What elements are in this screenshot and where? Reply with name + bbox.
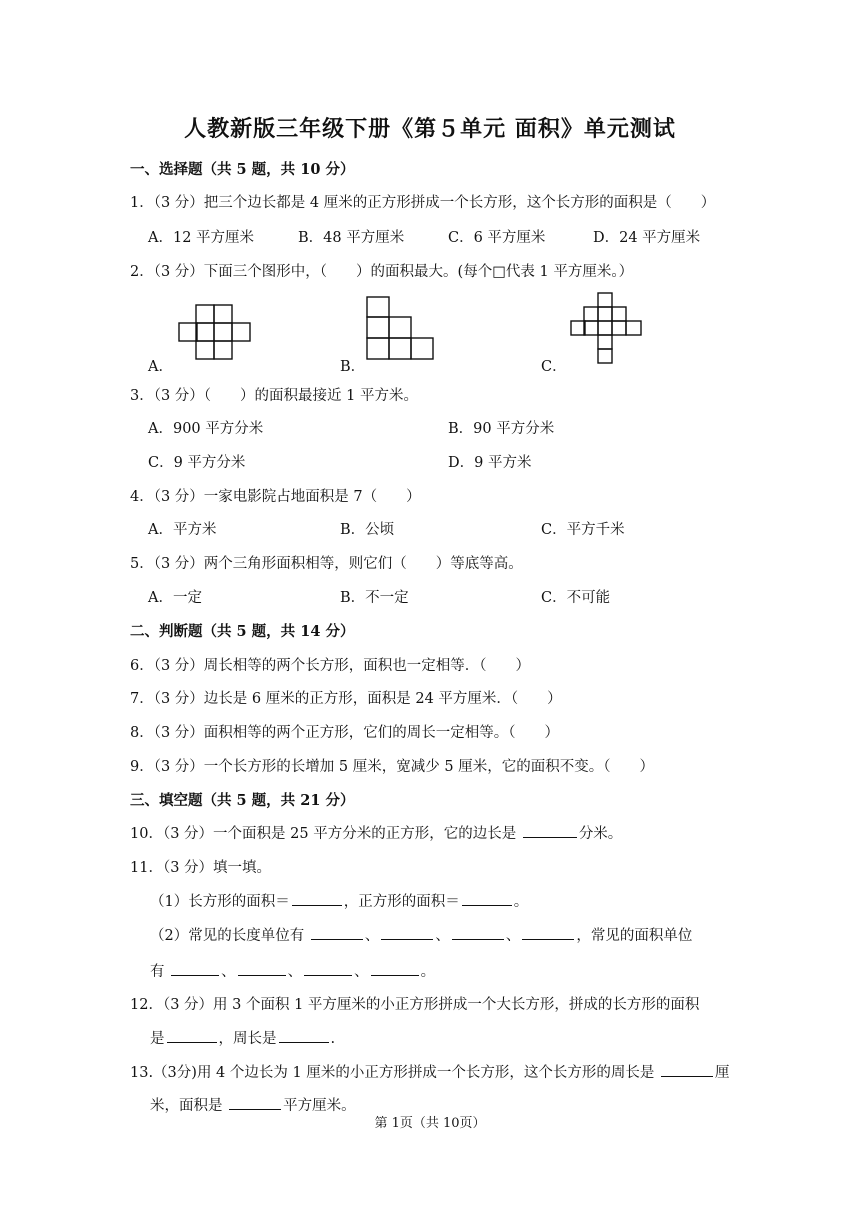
answer-blank[interactable] <box>238 961 286 976</box>
answer-blank[interactable] <box>171 961 219 976</box>
question-11-part-1 <box>150 890 528 911</box>
part-1-text-a: （1）长方形的面积＝ <box>150 894 290 910</box>
question-2-stem: 2．（3 分）下面三个图形中，（ ）的面积最大。(每个□代表 1 平方厘米。） <box>130 264 634 280</box>
page-footer: 第 1页（共 10页） <box>374 1116 486 1131</box>
question-1-option-a: A．12 平方厘米 <box>148 230 255 246</box>
separator: 、 <box>354 964 369 980</box>
question-3-option-d: D．9 平方米 <box>448 455 532 471</box>
question-5-option-a: A．一定 <box>148 590 202 606</box>
question-5-stem: 5．（3 分）两个三角形面积相等，则它们（ ）等底等高。 <box>130 556 523 572</box>
section-heading-judge: 二、判断题（共 5 题，共 14 分） <box>130 623 355 640</box>
question-4-option-b: B．公顷 <box>340 522 395 538</box>
answer-blank[interactable] <box>371 961 419 976</box>
question-2-option-b: B． <box>340 359 366 375</box>
question-12-line-2 <box>150 1027 335 1048</box>
question-2-option-c: C． <box>541 359 567 375</box>
question-9-stem: 9．（3 分）一个长方形的长增加 5 厘米，宽减少 5 厘米，它的面积不变。（ ） <box>130 759 654 775</box>
question-11-stem: 11．（3 分）填一填。 <box>130 860 272 876</box>
answer-blank[interactable] <box>311 925 363 940</box>
separator: 、 <box>505 928 521 944</box>
part-1-text-c: 。 <box>513 894 529 910</box>
answer-blank[interactable] <box>167 1028 217 1043</box>
question-3-option-c: C．9 平方分米 <box>148 455 246 471</box>
answer-blank[interactable] <box>229 1095 281 1110</box>
question-10 <box>130 822 622 843</box>
question-11-part-2 <box>150 924 692 945</box>
question-12-line-1: 12．（3 分）用 3 个面积 1 平方厘米的小正方形拼成一个大长方形，拼成的长方形的面积 <box>130 997 700 1013</box>
question-3-stem: 3．（3 分）（ ）的面积最接近 1 平方米。 <box>130 388 419 404</box>
question-4-option-a: A．平方米 <box>148 522 217 538</box>
answer-blank[interactable] <box>462 891 512 906</box>
answer-blank[interactable] <box>452 925 504 940</box>
answer-blank[interactable] <box>292 891 342 906</box>
q12-text-c: . <box>330 1031 336 1047</box>
answer-blank[interactable] <box>304 961 352 976</box>
answer-blank[interactable] <box>279 1028 329 1043</box>
q12-text-b: ，周长是 <box>218 1031 277 1047</box>
question-7-stem: 7．（3 分）边长是 6 厘米的正方形，面积是 24 平方厘米．（ ） <box>130 691 562 707</box>
part-2-text-c: 有 <box>150 964 170 980</box>
question-5-option-c: C．不可能 <box>541 590 611 606</box>
question-13-line-1 <box>130 1061 729 1082</box>
part-1-text-b: ，正方形的面积＝ <box>343 894 460 910</box>
question-2-option-a: A． <box>148 359 173 375</box>
question-8-stem: 8．（3 分）面积相等的两个正方形，它们的周长一定相等。（ ） <box>130 725 560 741</box>
q13-text-d: 平方厘米。 <box>283 1098 356 1114</box>
figure-c <box>570 292 646 364</box>
q13-text-b: 厘 <box>714 1065 730 1081</box>
figure-a <box>178 304 252 360</box>
q13-text-c: 米，面积是 <box>150 1098 228 1114</box>
page-title: 人教新版三年级下册《第５单元 面积》单元测试 <box>184 116 676 142</box>
q13-text-a: 13.（3分)用 4 个边长为 1 厘米的小正方形拼成一个长方形，这个长方形的周长是 <box>130 1065 659 1081</box>
part-2-text-a: （2）常见的长度单位有 <box>150 928 309 944</box>
question-4-stem: 4．（3 分）一家电影院占地面积是 7（ ） <box>130 489 421 505</box>
question-3-option-b: B．90 平方分米 <box>448 421 555 437</box>
separator: 、 <box>221 964 236 980</box>
answer-blank[interactable] <box>381 925 433 940</box>
end-mark: 。 <box>420 964 436 980</box>
question-11-part-2-cont <box>150 960 435 981</box>
part-2-text-b: ，常见的面积单位 <box>576 928 693 944</box>
question-6-stem: 6．（3 分）周长相等的两个长方形，面积也一定相等．（ ） <box>130 658 531 674</box>
question-3-option-a: A．900 平方分米 <box>148 421 264 437</box>
question-1-stem: 1．（3 分）把三个边长都是 4 厘米的正方形拼成一个长方形，这个长方形的面积是（ ） <box>130 195 716 211</box>
question-1-option-c: C．6 平方厘米 <box>448 230 546 246</box>
question-4-option-c: C．平方千米 <box>541 522 625 538</box>
separator: 、 <box>287 964 303 980</box>
section-heading-fill: 三、填空题（共 5 题，共 21 分） <box>130 792 355 809</box>
question-10-unit: 分米。 <box>578 826 623 842</box>
question-5-option-b: B．不一定 <box>340 590 409 606</box>
separator: 、 <box>435 928 450 944</box>
q12-text-a: 是 <box>150 1031 165 1047</box>
question-1-option-b: B．48 平方厘米 <box>298 230 405 246</box>
section-heading-choice: 一、选择题（共 5 题，共 10 分） <box>130 161 355 178</box>
question-10-text: 10．（3 分）一个面积是 25 平方分米的正方形，它的边长是 <box>130 826 521 842</box>
question-1-option-d: D．24 平方厘米 <box>593 230 701 246</box>
separator: 、 <box>364 928 380 944</box>
figure-b <box>366 296 436 360</box>
answer-blank[interactable] <box>661 1062 713 1077</box>
answer-blank[interactable] <box>522 925 574 940</box>
answer-blank[interactable] <box>523 823 577 838</box>
